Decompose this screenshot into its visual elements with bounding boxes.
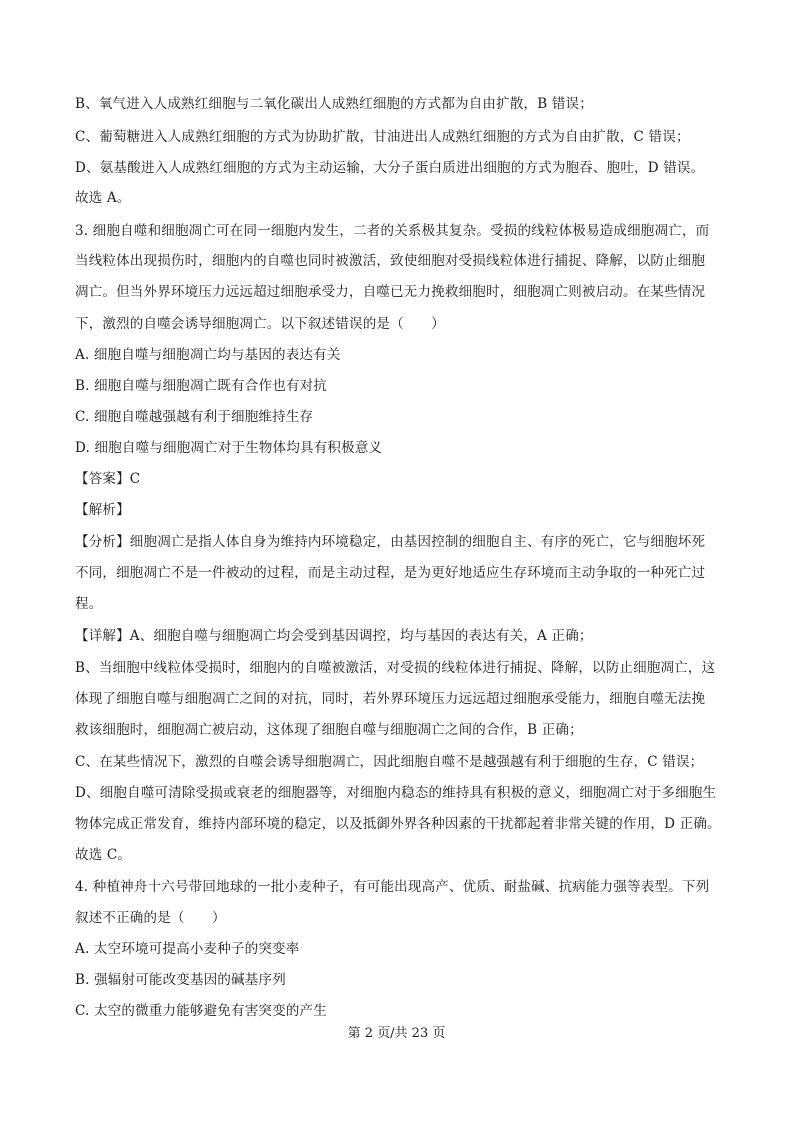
option-b: B. 细胞自噬与细胞凋亡既有合作也有对抗: [75, 378, 328, 394]
text-line: B、当细胞中线粒体受损时，细胞内的自噬被激活，对受损的线粒体进行捕捉、降解，以防止细胞凋亡，这: [75, 660, 716, 676]
text-line: D、细胞自噬可清除受损或衰老的细胞器等，对细胞内稳态的维持具有积极的意义，细胞凋亡对于多细胞生: [75, 785, 717, 801]
text-line: 故选 C。: [75, 847, 132, 863]
text-line: C、葡萄糖进入人成熟红细胞的方式为协助扩散，甘油进出人成熟红细胞的方式为自由扩散，C 错误；: [75, 129, 690, 145]
option-d: D. 细胞自噬与细胞凋亡对于生物体均具有积极意义: [75, 440, 383, 456]
text-line: 体现了细胞自噬与细胞凋亡之间的对抗，同时，若外界环境压力远远超过细胞承受能力，细胞自噬无法挽: [75, 691, 706, 707]
option-c: C. 太空的微重力能够避免有害突变的产生: [75, 1003, 327, 1019]
text-line: 【详解】A、细胞自噬与细胞凋亡均会受到基因调控，均与基因的表达有关，A 正确；: [75, 628, 593, 644]
text-line: B、氧气进入人成熟红细胞与二氧化碳出人成熟红细胞的方式都为自由扩散，B 错误；: [75, 96, 593, 112]
text-line: 凋亡。但当外界环境压力远远超过细胞承受力，自噬已无力挽救细胞时，细胞凋亡则被启动。在某些情况: [75, 284, 706, 300]
text-line: 程。: [75, 596, 103, 612]
text-line: C、在某些情况下，激烈的自噬会诱导细胞凋亡，因此细胞自噬不是越强越有利于细胞的生存，C 错误；: [75, 754, 704, 770]
text-line: 【分析】细胞凋亡是指人体自身为维持内环境稳定，由基因控制的细胞自主、有序的死亡，它与细胞坏死: [75, 534, 706, 550]
option-a: A. 细胞自噬与细胞凋亡均与基因的表达有关: [75, 347, 341, 363]
text-line: 当线粒体出现损伤时，细胞内的自噬也同时被激活，致使细胞对受损线粒体进行捕捉、降解，以防止细胞: [75, 253, 706, 269]
analysis-label: 【解析】: [75, 502, 130, 518]
text-line: 叙述不正确的是（ ）: [75, 910, 226, 926]
question-3-text: 3. 细胞自噬和细胞凋亡可在同一细胞内发生，二者的关系极其复杂。受损的线粒体极易造成细胞凋亡，而: [75, 223, 710, 239]
page-footer: 第 2 页/共 23 页: [347, 1026, 446, 1041]
question-4-text: 4. 种植神舟十六号带回地球的一批小麦种子，有可能出现高产、优质、耐盐碱、抗病能力强等表型。下列: [75, 879, 710, 895]
text-line: 救该细胞时，细胞凋亡被启动，这体现了细胞自噬与细胞凋亡之间的合作，B 正确；: [75, 722, 583, 738]
option-b: B. 强辐射可能改变基因的碱基序列: [75, 972, 286, 988]
text-line: 物体完成正常发育，维持内部环境的稳定，以及抵御外界各种因素的干扰都起着非常关键的作用，D 正确。: [75, 816, 721, 832]
option-a: A. 太空环境可提高小麦种子的突变率: [75, 941, 300, 957]
text-line: D、氨基酸进入人成熟红细胞的方式为主动运输，大分子蛋白质进出细胞的方式为胞吞、胞吐，D 错误。: [75, 160, 705, 176]
answer-label: 【答案】C: [75, 471, 141, 487]
option-c: C. 细胞自噬越强越有利于细胞维持生存: [75, 409, 314, 425]
text-line: 故选 A。: [75, 190, 131, 206]
text-line: 下，激烈的自噬会诱导细胞凋亡。以下叙述错误的是（ ）: [75, 316, 445, 332]
text-line: 不同，细胞凋亡不是一件被动的过程，而是主动过程，是为更好地适应生存环境而主动争取的一种死亡过: [75, 565, 706, 581]
